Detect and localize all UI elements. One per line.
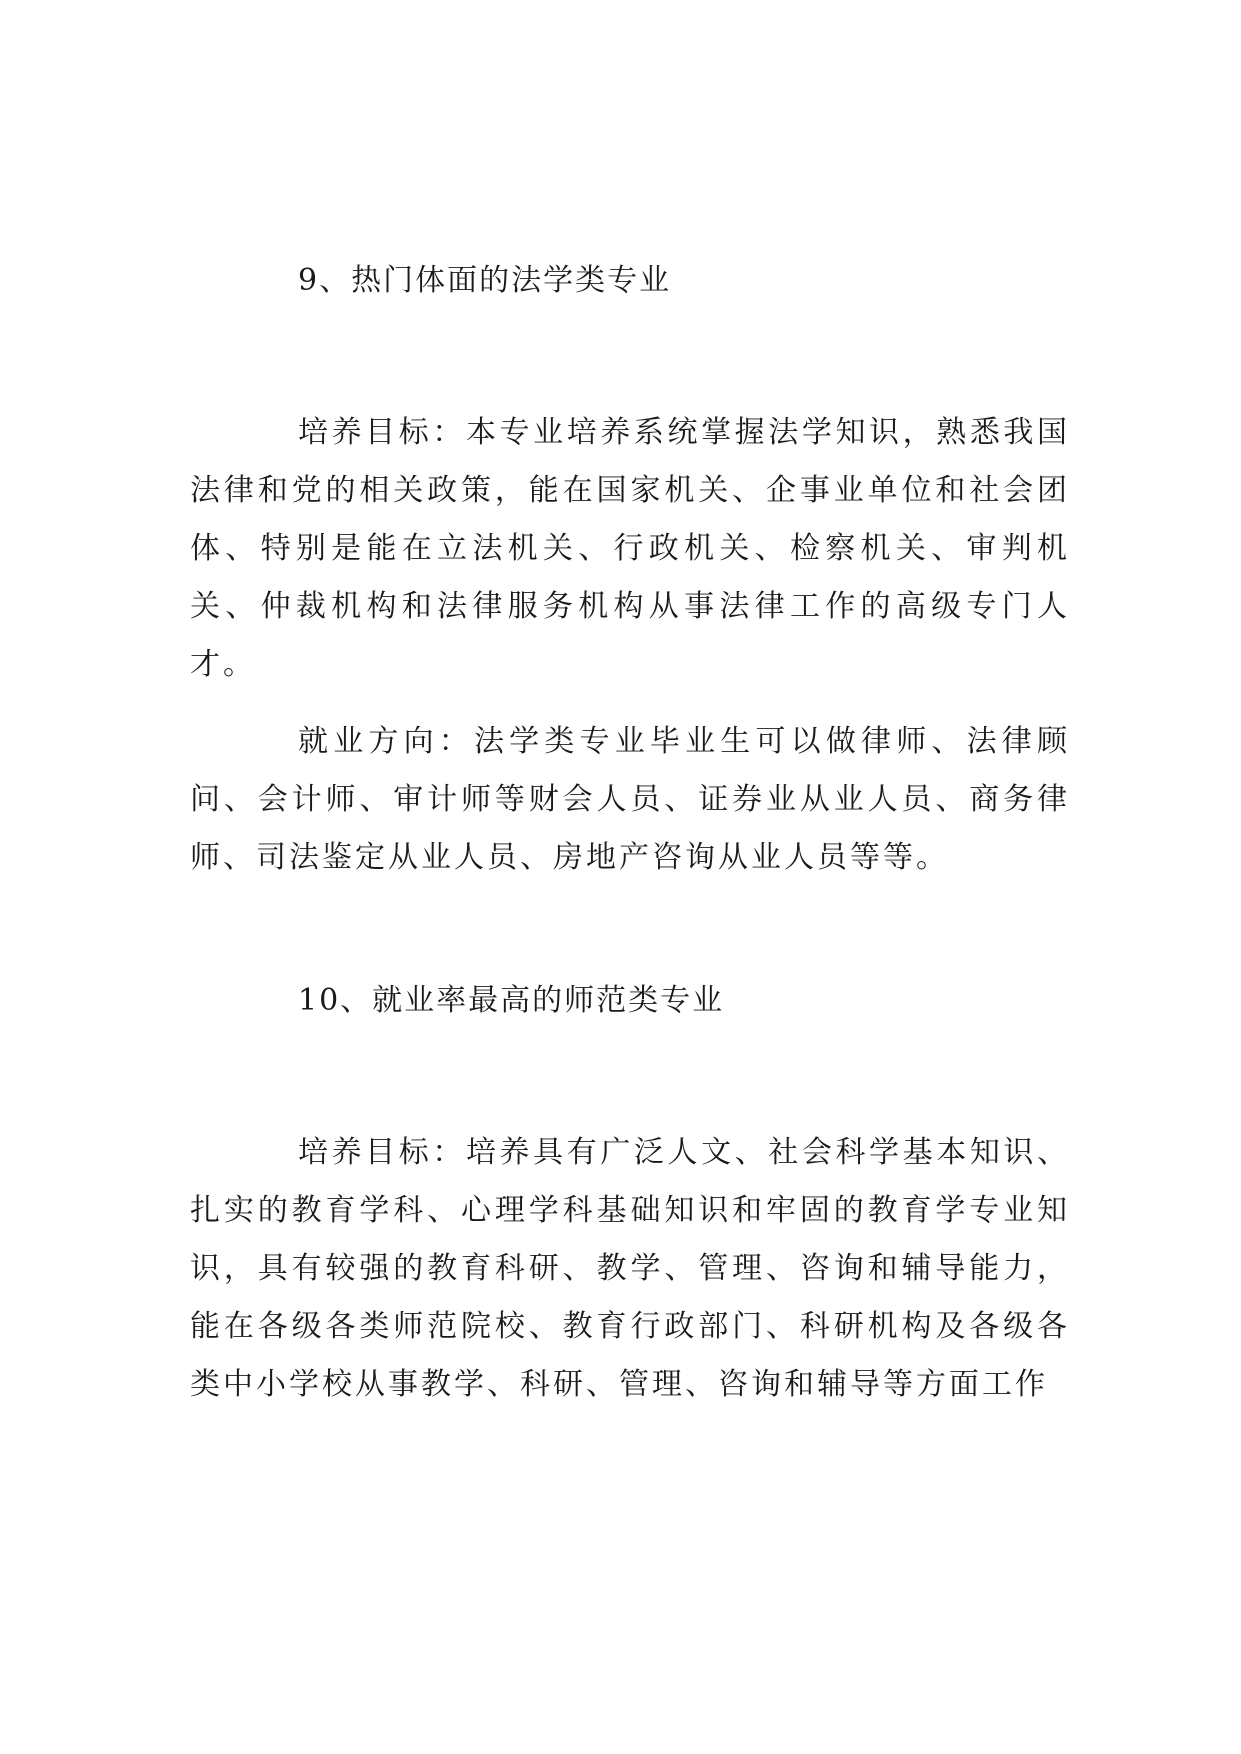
law-career-direction-paragraph: 就业方向：法学类专业毕业生可以做律师、法律顾问、会计师、审计师等财会人员、证券业从业人员、商务律师、司法鉴定从业人员、房地产咨询从业人员等等。 [190,724,1070,875]
section-heading-law: 9、热门体面的法学类专业 [298,263,672,298]
law-training-goal-paragraph: 培养目标：本专业培养系统掌握法学知识，熟悉我国法律和党的相关政策，能在国家机关、企事业单位和社会团体、特别是能在立法机关、行政机关、检察机关、审判机关、仲裁机构和法律服务机构从事法律工作的高级专门人才。 [190,415,1070,682]
section-heading-teaching: 10、就业率最高的师范类专业 [298,983,725,1018]
teaching-training-goal-paragraph: 培养目标：培养具有广泛人文、社会科学基本知识、扎实的教育学科、心理学科基础知识和牢固的教育学专业知识，具有较强的教育科研、教学、管理、咨询和辅导能力，能在各级各类师范院校、教育行政部门、科研机构及各级各类中小学校从事教学、科研、管理、咨询和辅导等方面工作 [190,1135,1070,1402]
